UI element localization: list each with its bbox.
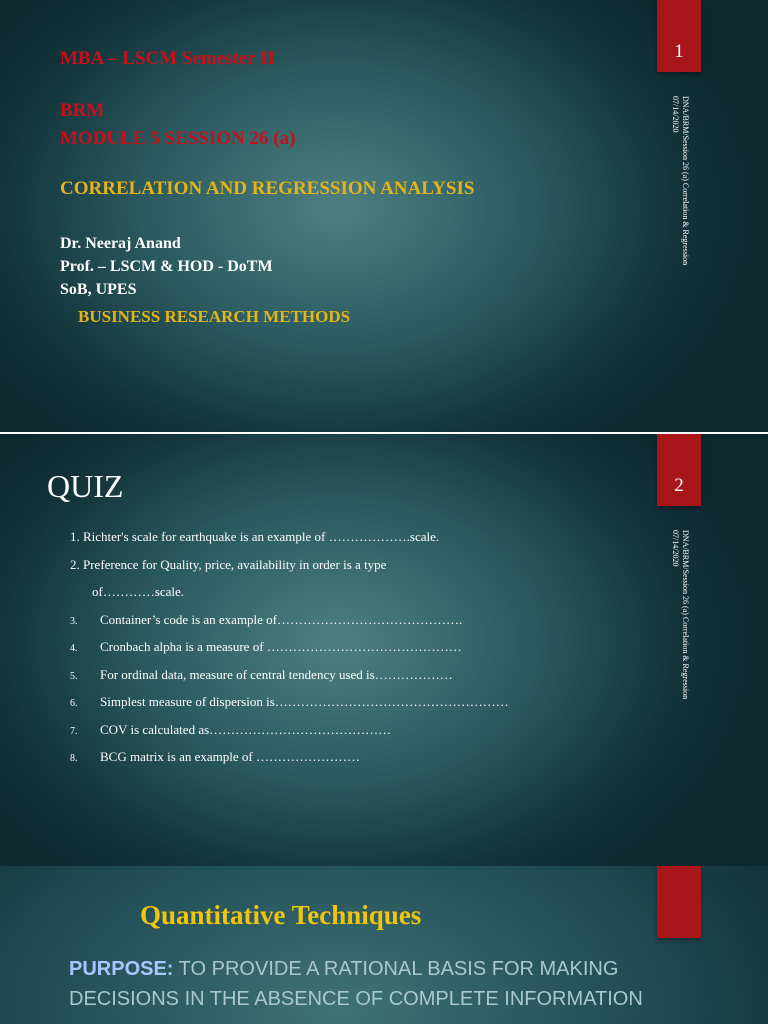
topic-title: CORRELATION AND REGRESSION ANALYSIS <box>60 178 475 199</box>
quiz-question: 2. Preference for Quality, price, availability in order is a type <box>70 556 387 572</box>
author-name: Dr. Neeraj Anand <box>60 235 181 252</box>
footer-date: 07/14/2020 <box>671 96 680 133</box>
slide-footer-note <box>668 530 690 730</box>
slide-title <box>0 0 768 432</box>
footer-session: DNA/BRM/Session 26 (a) Correlation & Regression <box>681 530 690 700</box>
course-title: MBA – LSCM Semester II <box>60 48 275 69</box>
module-title: MODULE 5 SESSION 26 (a) <box>60 128 296 149</box>
quiz-question: 1. Richter's scale for earthquake is an example of ……………….scale. <box>70 529 440 544</box>
quiz-question: 7. COV is calculated as…………………………………… <box>70 721 392 737</box>
slide-quantitative-techniques <box>0 866 768 1024</box>
footer-session: DNA/BRM/Session 26 (a) Correlation & Regression <box>681 96 690 266</box>
slide-quiz <box>0 434 768 866</box>
quiz-question: 6. Simplest measure of dispersion is……………………………………………… <box>70 694 509 709</box>
slide-number-tab <box>657 866 701 938</box>
slide-footer-note <box>668 96 690 296</box>
quiz-title: QUIZ <box>47 468 124 504</box>
slide-number-tab: 1 <box>657 0 701 72</box>
quiz-question: 3. Container’s code is an example of……………………………………. <box>70 611 463 627</box>
slide-number-tab: 2 <box>657 434 701 506</box>
author-position: Prof. – LSCM & HOD - DoTM <box>60 258 273 275</box>
author-block <box>60 232 273 301</box>
slide-heading: Quantitative Techniques <box>140 900 422 930</box>
purpose-label: PURPOSE: <box>69 958 174 980</box>
quiz-question: 5. For ordinal data, measure of central tendency used is……………… <box>70 666 453 682</box>
purpose-statement <box>69 954 689 1014</box>
author-school: SoB, UPES <box>60 281 137 298</box>
quiz-question-list <box>70 527 650 775</box>
subject-title: BRM <box>60 100 105 121</box>
footer-date: 07/14/2020 <box>671 530 680 567</box>
quiz-question-continuation: of…………scale. <box>92 584 185 599</box>
purpose-text: TO PROVIDE A RATIONAL BASIS FOR MAKING DECISIONS IN THE ABSENCE OF COMPLETE INFORMATION <box>69 958 643 1010</box>
quiz-question: 8. BCG matrix is an example of …………………… <box>70 749 360 764</box>
course-subtitle: BUSINESS RESEARCH METHODS <box>78 307 351 326</box>
quiz-question: 4. Cronbach alpha is a measure of ……………………………………… <box>70 639 462 654</box>
